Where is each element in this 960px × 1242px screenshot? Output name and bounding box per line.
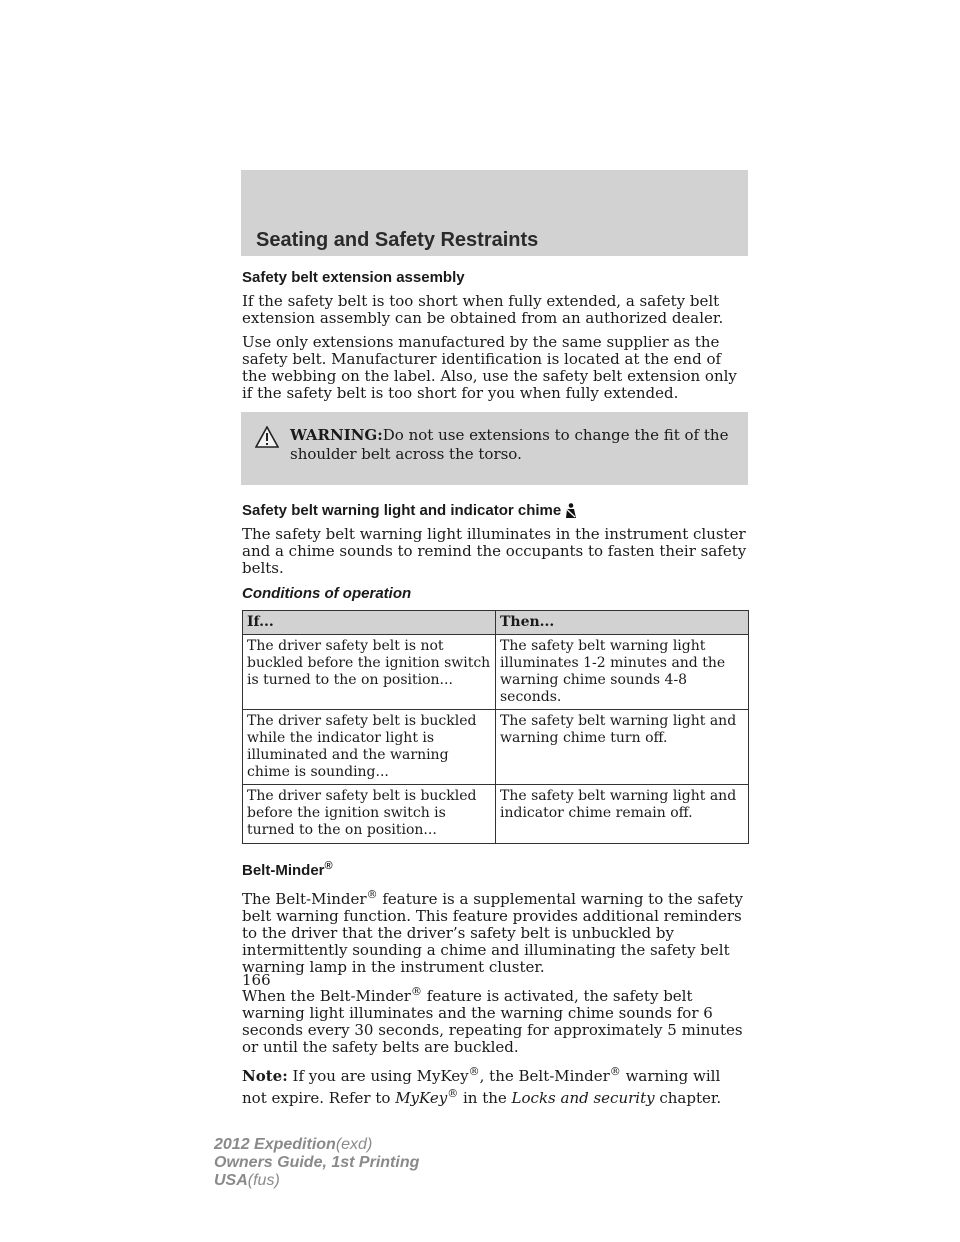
warning-body: Do not use extensions to change the fit of the shoulder belt across the torso. [290,426,729,463]
paragraph-extension-2: Use only extensions manufactured by the same supplier as the safety belt. Manufacturer identification is located at the end of the webbing on the label. Also, use the safety belt extension only if the safety belt is too short for you when fully extended. [242,333,737,402]
heading-chime-text: Safety belt warning light and indicator chime [242,502,562,519]
table-cell-if: The driver safety belt is buckled before the ignition switch is turned to the on position... [243,785,496,844]
footer-line-1: 2012 Expedition(exd) [214,1136,373,1153]
warning-box [241,412,748,485]
paragraph-beltminder-1: The Belt-Minder® feature is a supplemental warning to the safety belt warning function. This feature provides additional reminders to the driver that the driver’s safety belt is unbuckled by intermittently sounding a chime and illuminating the safety belt warning lamp in the instrument cluster. [242,888,743,976]
table-header-if: If... [243,611,496,635]
paragraph-extension-1: If the safety belt is too short when fully extended, a safety belt extension assembly can be obtained from an authorized dealer. [242,292,724,327]
page-number: 166 [242,971,271,989]
warning-text [290,426,730,464]
warning-triangle-icon [255,426,279,452]
table-cell-if: The driver safety belt is not buckled before the ignition switch is turned to the on position... [243,635,496,710]
table-row [243,635,749,710]
table-cell-then: The safety belt warning light illuminates 1-2 minutes and the warning chime sounds 4-8 seconds. [496,635,749,710]
table-row [243,710,749,785]
seatbelt-icon [564,503,578,519]
warning-label: WARNING: [290,426,383,444]
page-content [242,268,749,1114]
table-header-row [243,611,749,635]
heading-conditions: Conditions of operation [242,585,412,602]
heading-chime [242,501,749,521]
paragraph-note: Note: If you are using MyKey®, the Belt-Minder® warning will not expire. Refer to MyKey® in the Locks and security chapter. [242,1065,722,1107]
table-cell-then: The safety belt warning light and warning chime turn off. [496,710,749,785]
table-row [243,785,749,844]
footer-line-3: USA(fus) [214,1172,280,1189]
heading-beltminder: Belt-Minder® [242,860,333,879]
heading-extension: Safety belt extension assembly [242,269,465,286]
footer-imprint [214,1136,419,1190]
section-title: Seating and Safety Restraints [256,229,539,251]
conditions-table [242,610,749,844]
table-header-then: Then... [496,611,749,635]
footer-line-2: Owners Guide, 1st Printing [214,1154,420,1171]
paragraph-beltminder-2: When the Belt-Minder® feature is activated, the safety belt warning light illuminates and the warning chime sounds for 6 seconds every 30 seconds, repeating for approximately 5 minutes or until the safety belts are buckled. [242,985,743,1056]
table-cell-if: The driver safety belt is buckled while the indicator light is illuminated and the warning chime is sounding... [243,710,496,785]
table-cell-then: The safety belt warning light and indicator chime remain off. [496,785,749,844]
paragraph-chime: The safety belt warning light illuminates in the instrument cluster and a chime sounds to remind the occupants to fasten their safety belts. [242,525,747,577]
